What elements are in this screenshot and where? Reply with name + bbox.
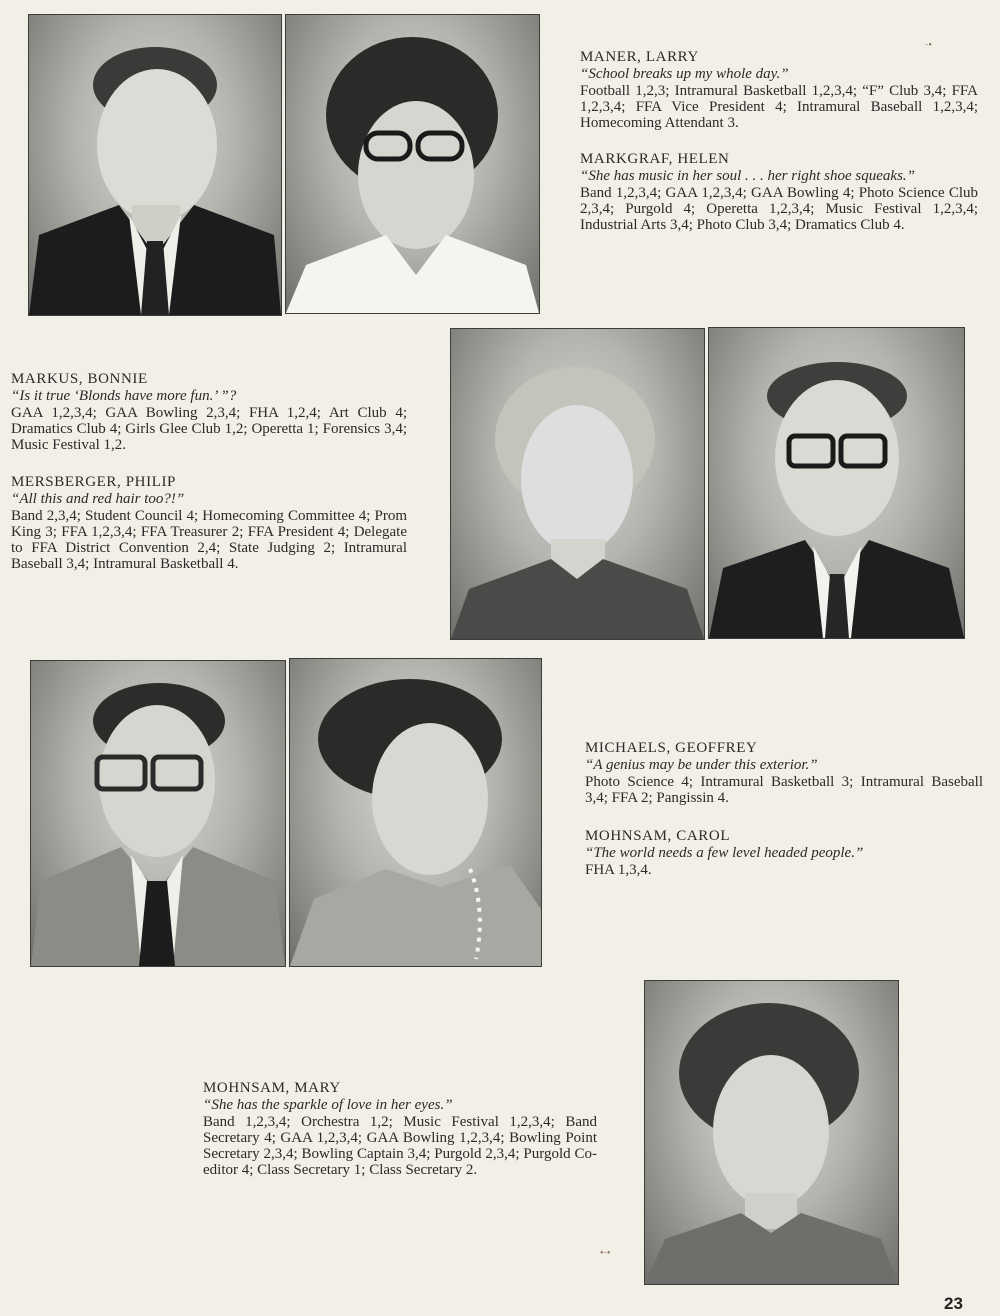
student-activities: Band 2,3,4; Student Council 4; Homecoming Committee 4; Prom King 3; FFA 1,2,3,4; FFA Treasurer 2; FFA President 4; Delegate to FFA District Convention 2,4; State Judging 2; Intramural Baseball 3,4; Intramural Basketball 4. [11,507,407,573]
student-quote: “A genius may be under this exterior.” [585,757,818,774]
student-name: MANER, LARRY [580,49,699,65]
portrait-photo-markus-bonnie [450,328,705,640]
student-quote: “She has the sparkle of love in her eyes.” [203,1097,453,1114]
student-quote: “School breaks up my whole day.” [580,66,789,83]
page-number: 23 [944,1294,963,1313]
print-blemish: ⋅• [925,40,932,51]
portrait-photo-markgraf-helen [285,14,540,314]
student-activities: FHA 1,3,4. [585,861,652,878]
student-name: MOHNSAM, MARY [203,1080,341,1096]
student-activities: Football 1,2,3; Intramural Basketball 1,2,3,4; “F” Club 3,4; FFA 1,2,3,4; FFA Vice President 4; Intramural Baseball 1,2,3,4; Homecoming Attendant 3. [580,82,978,132]
student-quote: “Is it true ‘Blonds have more fun.’ ”? [11,388,237,405]
student-entry-mohnsam-carol [585,828,983,878]
student-name: MERSBERGER, PHILIP [11,474,176,490]
portrait-photo-michaels-geoffrey [30,660,286,967]
student-entry-maner-larry [580,49,978,131]
student-name: MARKGRAF, HELEN [580,151,730,167]
portrait-photo-maner-larry [28,14,282,316]
student-name: MARKUS, BONNIE [11,371,148,387]
student-entry-mersberger-philip [11,474,407,573]
student-entry-michaels-geoffrey [585,740,983,806]
student-entry-markus-bonnie [11,371,407,453]
student-quote: “She has music in her soul . . . her right shoe squeaks.” [580,168,915,185]
student-activities: Band 1,2,3,4; Orchestra 1,2; Music Festival 1,2,3,4; Band Secretary 4; GAA 1,2,3,4; GAA Bowling 1,2,3,4; Bowling Point Secretary 2,3,4; Bowling Captain 3,4; Purgold 2,3,4; Purgold Co-editor 4; Class Secretary 1; Class Secretary 2. [203,1113,597,1179]
student-entry-markgraf-helen [580,151,978,233]
student-quote: “All this and red hair too?!” [11,491,185,508]
student-quote: “The world needs a few level headed people.” [585,845,864,862]
student-entry-mohnsam-mary [203,1080,597,1179]
portrait-photo-mersberger-philip [708,327,965,639]
student-name: MICHAELS, GEOFFREY [585,740,758,756]
portrait-photo-mohnsam-carol [289,658,542,967]
student-activities: Band 1,2,3,4; GAA 1,2,3,4; GAA Bowling 4; Photo Science Club 2,3,4; Purgold 4; Operetta 1,2,3,4; Music Festival 1,2,3,4; Industrial Arts 3,4; Photo Club 3,4; Dramatics Club 4. [580,184,978,234]
student-activities: GAA 1,2,3,4; GAA Bowling 2,3,4; FHA 1,2,4; Art Club 4; Dramatics Club 4; Girls Glee Club 1,2; Operetta 1; Forensics 3,4; Music Festival 1,2. [11,404,407,454]
portrait-photo-mohnsam-mary [644,980,899,1285]
student-name: MOHNSAM, CAROL [585,828,731,844]
student-activities: Photo Science 4; Intramural Basketball 3; Intramural Baseball 3,4; FFA 2; Pangissin 4. [585,773,983,806]
print-blemish: •⋅• [600,1248,611,1259]
